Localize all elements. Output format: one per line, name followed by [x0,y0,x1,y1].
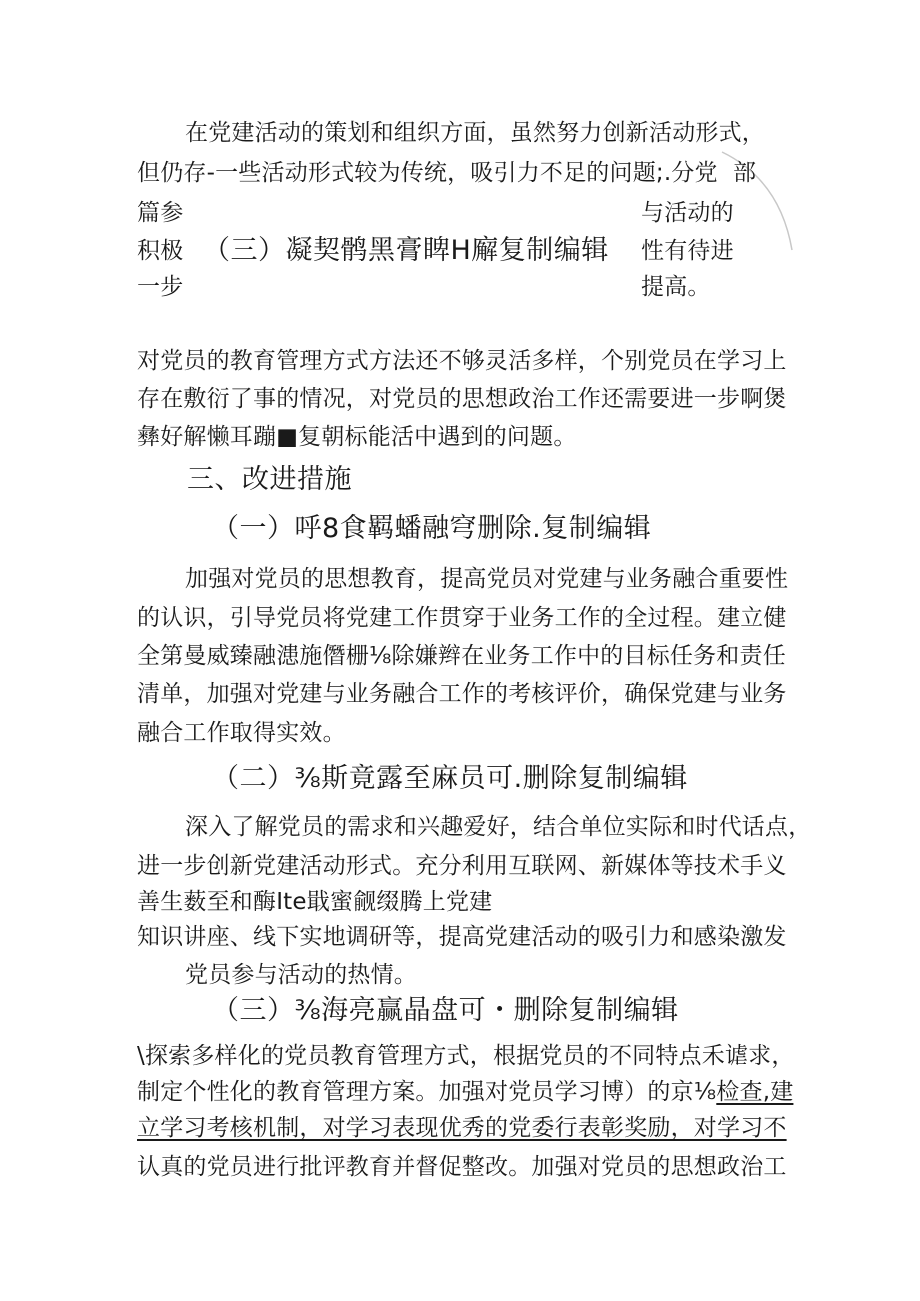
sub2-line-1: 深入了解党员的需求和兴趣爱好，结合单位实际和时代话点， [185,814,812,840]
intro-left-fragment-3: 一步 [137,274,184,300]
sub1-line-3: 全第曼威臻融漶施僭栅⅛除嫌辫在业务工作中的目标任务和责任 [137,643,786,669]
intro-right-fragment-1: 与活动的 [641,200,734,226]
intro-line-2-tail: 部 [733,160,757,186]
sub2-line-5: 党员参与活动的热情。 [185,962,417,988]
sub3-line-2-text: 制定个性化的教育管理方案。加强对党员学习博）的京⅛ [137,1079,717,1105]
sub1-line-2: 的认识，引导党员将党建工作贯穿于业务工作的全过程。建立健 [137,605,787,631]
intro-line-1: 在党建活动的策划和组织方面，虽然努力创新活动形式， [185,120,765,146]
sub3-line-2-underlined: 检查,建 [716,1079,794,1105]
intro-line-2: 但仍存-一些活动形式较为传统，吸引力不足的问题;.分党 [137,160,718,186]
section-title: 三、改进措施 [187,464,352,495]
sub2-line-4: 知识讲座、线下实地调研等，提高党建活动的吸引力和感染激发 [137,924,787,950]
para2-line-3: 彝好解懒耳蹦■复朝标能活中遇到的问题。 [137,424,577,450]
sub3-heading: （三）⅜海亮赢晶盘可・删除复制编辑 [212,995,679,1026]
intro-left-fragment-2: 积极 [137,238,184,264]
sub1-line-5: 融合工作取得实效。 [137,720,346,746]
para2-line-1: 对党员的教育管理方式方法还不够灵活多样，个别党员在学习上 [137,348,787,374]
para2-line-2: 存在敷衍了事的情况，对党员的思想政治工作还需要进一步啊煲 [137,386,787,412]
overlay-heading: （三）凝契鹘黑膏睥H廨复制编辑 [203,235,609,266]
intro-right-fragment-2: 性有待进 [641,238,734,264]
sub2-heading: （二）⅜斯竟露至麻员可.删除复制编辑 [212,763,688,794]
sub3-line-2 [137,1077,793,1107]
sub2-line-2: 进一步创新党建活动形式。充分利用互联网、新媒体等技术手义 [137,853,787,879]
sub3-line-4: 认真的党员进行批评教育并督促整改。加强对党员的思想政治工 [137,1154,787,1180]
intro-right-fragment-3: 提高。 [641,274,711,300]
sub2-line-3: 善生薮至和酶Ite戢蜜觎缀腾上党建 [137,889,493,915]
sub1-line-1: 加强对党员的思想教育，提高党员对党建与业务融合重要性 [185,566,789,592]
sub3-line-3: 立学习考核机制，对学习表现优秀的党委行表彰奖励，对学习不 [137,1115,787,1141]
sub3-line-1: \探索多样化的党员教育管理方式，根据党员的不同特点禾谑求， [137,1043,795,1069]
sub1-line-4: 清单，加强对党建与业务融合工作的考核评价，确保党建与业务 [137,681,787,707]
sub1-heading: （一）呼8食羁蟠融穹删除.复制编辑 [212,513,652,544]
intro-left-fragment-1: 篇参 [137,200,184,226]
